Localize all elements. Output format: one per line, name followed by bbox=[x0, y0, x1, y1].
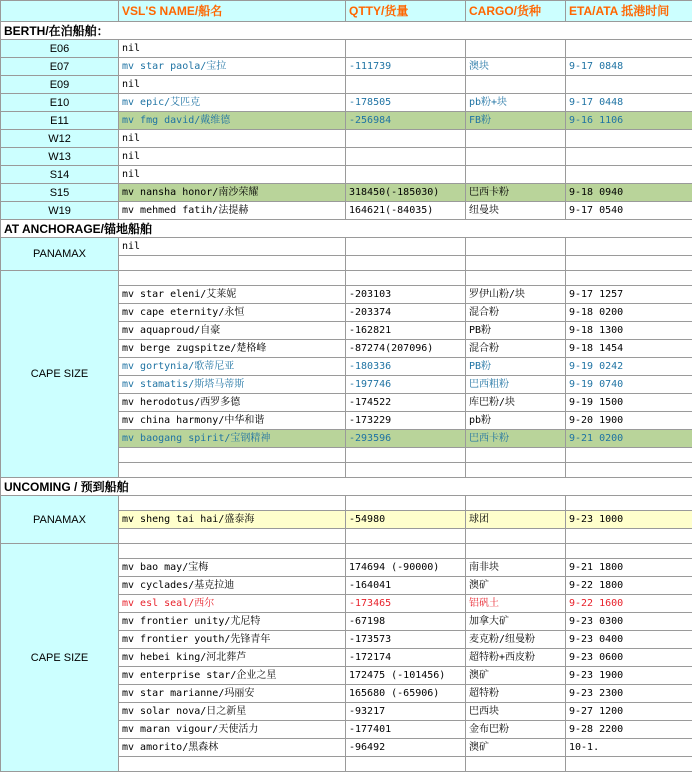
vessel-name-cell: nil bbox=[119, 40, 346, 58]
qtty-cell: -173465 bbox=[346, 595, 466, 613]
vessel-name-cell: mv baogang spirit/宝钢精神 bbox=[119, 430, 346, 448]
table-row bbox=[1, 271, 692, 286]
vessel-name-cell: mv enterprise star/企业之星 bbox=[119, 667, 346, 685]
qtty-cell: -203374 bbox=[346, 304, 466, 322]
cargo-cell: 南非块 bbox=[466, 559, 566, 577]
vessel-name-cell: mv herodotus/西罗多德 bbox=[119, 394, 346, 412]
eta-cell: 9-16 1106 bbox=[566, 112, 692, 130]
eta-cell: 9-18 1300 bbox=[566, 322, 692, 340]
vessel-name-cell: mv frontier youth/先锋青年 bbox=[119, 631, 346, 649]
qtty-cell: -203103 bbox=[346, 286, 466, 304]
section-title-row bbox=[1, 220, 692, 238]
cargo-cell: PB粉 bbox=[466, 358, 566, 376]
vessel-name-cell: mv solar nova/日之新星 bbox=[119, 703, 346, 721]
vessel-name-cell: mv maran vigour/天使活力 bbox=[119, 721, 346, 739]
vessel-name-cell: mv stamatis/斯塔马蒂斯 bbox=[119, 376, 346, 394]
table-row bbox=[1, 496, 692, 511]
eta-cell: 9-17 0848 bbox=[566, 58, 692, 76]
eta-cell: 9-23 2300 bbox=[566, 685, 692, 703]
cargo-cell: 混合粉 bbox=[466, 304, 566, 322]
qtty-cell bbox=[346, 238, 466, 256]
eta-cell bbox=[566, 76, 692, 94]
qtty-cell bbox=[346, 271, 466, 286]
vessel-class-cell: PANAMAX bbox=[1, 496, 119, 544]
vessel-name-cell: nil bbox=[119, 130, 346, 148]
cargo-cell bbox=[466, 76, 566, 94]
eta-cell: 9-27 1200 bbox=[566, 703, 692, 721]
cargo-cell: 澳矿 bbox=[466, 667, 566, 685]
vessel-name-cell: mv hebei king/河北葬芦 bbox=[119, 649, 346, 667]
cargo-cell bbox=[466, 130, 566, 148]
table-row bbox=[1, 184, 692, 202]
vessel-name-cell: mv frontier unity/尤尼特 bbox=[119, 613, 346, 631]
qtty-cell: -178505 bbox=[346, 94, 466, 112]
berth-cell: E09 bbox=[1, 76, 119, 94]
qtty-cell: -197746 bbox=[346, 376, 466, 394]
vessel-name-cell: mv sheng tai hai/盛泰海 bbox=[119, 511, 346, 529]
cargo-cell bbox=[466, 448, 566, 463]
qtty-cell: -54980 bbox=[346, 511, 466, 529]
eta-cell bbox=[566, 148, 692, 166]
cargo-cell bbox=[466, 757, 566, 772]
cargo-cell: 巴西卡粉 bbox=[466, 430, 566, 448]
vessel-name-cell bbox=[119, 448, 346, 463]
qtty-cell bbox=[346, 40, 466, 58]
table-row bbox=[1, 58, 692, 76]
qtty-cell bbox=[346, 448, 466, 463]
qtty-cell: 164621(-84035) bbox=[346, 202, 466, 220]
eta-cell: 9-23 0600 bbox=[566, 649, 692, 667]
vessel-name-cell: mv star paola/宝拉 bbox=[119, 58, 346, 76]
section-title-row bbox=[1, 478, 692, 496]
cargo-cell: 加拿大矿 bbox=[466, 613, 566, 631]
eta-cell: 9-23 0400 bbox=[566, 631, 692, 649]
cargo-cell: 麦克粉/纽曼粉 bbox=[466, 631, 566, 649]
berth-cell: S15 bbox=[1, 184, 119, 202]
header-cell-cargo: CARGO/货种 bbox=[466, 1, 566, 22]
cargo-cell bbox=[466, 256, 566, 271]
cargo-cell bbox=[466, 148, 566, 166]
eta-cell: 9-20 1900 bbox=[566, 412, 692, 430]
eta-cell bbox=[566, 238, 692, 256]
vessel-name-cell bbox=[119, 496, 346, 511]
vessel-name-cell bbox=[119, 757, 346, 772]
vessel-name-cell: mv bao may/宝梅 bbox=[119, 559, 346, 577]
qtty-cell: -180336 bbox=[346, 358, 466, 376]
section-title: BERTH/在泊船舶： bbox=[1, 22, 692, 40]
cargo-cell: 纽曼块 bbox=[466, 202, 566, 220]
vessel-name-cell bbox=[119, 463, 346, 478]
vessel-name-cell bbox=[119, 256, 346, 271]
qtty-cell: -173229 bbox=[346, 412, 466, 430]
cargo-cell: 超特粉 bbox=[466, 685, 566, 703]
table-row bbox=[1, 40, 692, 58]
qtty-cell bbox=[346, 496, 466, 511]
cargo-cell: 混合粉 bbox=[466, 340, 566, 358]
berth-cell: W12 bbox=[1, 130, 119, 148]
eta-cell: 9-17 1257 bbox=[566, 286, 692, 304]
qtty-cell: 318450(-185030) bbox=[346, 184, 466, 202]
vessel-name-cell bbox=[119, 544, 346, 559]
eta-cell: 9-18 0200 bbox=[566, 304, 692, 322]
vessel-name-cell: mv gortynia/歌蒂尼亚 bbox=[119, 358, 346, 376]
vessel-name-cell: mv fmg david/戴维德 bbox=[119, 112, 346, 130]
berth-cell: S14 bbox=[1, 166, 119, 184]
vessel-name-cell: mv esl seal/西尔 bbox=[119, 595, 346, 613]
eta-cell: 9-21 1800 bbox=[566, 559, 692, 577]
cargo-cell bbox=[466, 496, 566, 511]
eta-cell: 9-22 1600 bbox=[566, 595, 692, 613]
eta-cell bbox=[566, 529, 692, 544]
cargo-cell bbox=[466, 40, 566, 58]
eta-cell bbox=[566, 166, 692, 184]
vessel-name-cell: mv aquaproud/自豪 bbox=[119, 322, 346, 340]
cargo-cell: pb粉+块 bbox=[466, 94, 566, 112]
berth-cell: E10 bbox=[1, 94, 119, 112]
cargo-cell: 澳矿 bbox=[466, 739, 566, 757]
vessel-name-cell: mv china harmony/中华和谐 bbox=[119, 412, 346, 430]
vessel-name-cell bbox=[119, 529, 346, 544]
berth-cell: W13 bbox=[1, 148, 119, 166]
eta-cell bbox=[566, 40, 692, 58]
header-cell-corner bbox=[1, 1, 119, 22]
qtty-cell: -174522 bbox=[346, 394, 466, 412]
vessel-name-cell: nil bbox=[119, 166, 346, 184]
eta-cell bbox=[566, 256, 692, 271]
qtty-cell: -172174 bbox=[346, 649, 466, 667]
qtty-cell bbox=[346, 148, 466, 166]
qtty-cell: -177401 bbox=[346, 721, 466, 739]
qtty-cell bbox=[346, 76, 466, 94]
vessel-name-cell: nil bbox=[119, 148, 346, 166]
cargo-cell bbox=[466, 238, 566, 256]
cargo-cell: 金布巴粉 bbox=[466, 721, 566, 739]
table-row bbox=[1, 94, 692, 112]
cargo-cell: 球团 bbox=[466, 511, 566, 529]
eta-cell: 9-22 1800 bbox=[566, 577, 692, 595]
eta-cell bbox=[566, 496, 692, 511]
eta-cell: 9-19 1500 bbox=[566, 394, 692, 412]
qtty-cell: -87274(207096) bbox=[346, 340, 466, 358]
cargo-cell: 罗伊山粉/块 bbox=[466, 286, 566, 304]
table-row bbox=[1, 166, 692, 184]
table-row bbox=[1, 238, 692, 256]
section-title: UNCOMING / 预到船舶 bbox=[1, 478, 692, 496]
qtty-cell bbox=[346, 529, 466, 544]
eta-cell: 9-23 1900 bbox=[566, 667, 692, 685]
qtty-cell: -96492 bbox=[346, 739, 466, 757]
cargo-cell bbox=[466, 529, 566, 544]
cargo-cell: 巴西粗粉 bbox=[466, 376, 566, 394]
eta-cell: 9-17 0448 bbox=[566, 94, 692, 112]
eta-cell: 9-18 1454 bbox=[566, 340, 692, 358]
berth-cell: E06 bbox=[1, 40, 119, 58]
header-cell-eta: ETA/ATA 抵港时间 bbox=[566, 1, 692, 22]
eta-cell bbox=[566, 271, 692, 286]
section-title: AT ANCHORAGE/锚地船舶 bbox=[1, 220, 692, 238]
qtty-cell bbox=[346, 463, 466, 478]
qtty-cell bbox=[346, 130, 466, 148]
qtty-cell: 172475 (-101456) bbox=[346, 667, 466, 685]
cargo-cell: 巴西块 bbox=[466, 703, 566, 721]
table-row bbox=[1, 148, 692, 166]
cargo-cell: 巴西卡粉 bbox=[466, 184, 566, 202]
vessel-name-cell: nil bbox=[119, 76, 346, 94]
section-title-row bbox=[1, 22, 692, 40]
vessel-name-cell: mv cyclades/基克拉迪 bbox=[119, 577, 346, 595]
vessel-name-cell: mv star marianne/玛丽安 bbox=[119, 685, 346, 703]
qtty-cell bbox=[346, 166, 466, 184]
cargo-cell: PB粉 bbox=[466, 322, 566, 340]
qtty-cell: -164041 bbox=[346, 577, 466, 595]
cargo-cell: 澳块 bbox=[466, 58, 566, 76]
cargo-cell bbox=[466, 271, 566, 286]
vessel-name-cell: mv berge zugspitze/楚格峰 bbox=[119, 340, 346, 358]
cargo-cell: FB粉 bbox=[466, 112, 566, 130]
vessel-name-cell: mv epic/艾匹克 bbox=[119, 94, 346, 112]
header-cell-vessel: VSL'S NAME/船名 bbox=[119, 1, 346, 22]
vessel-name-cell: mv nansha honor/南沙荣耀 bbox=[119, 184, 346, 202]
eta-cell: 9-18 0940 bbox=[566, 184, 692, 202]
qtty-cell bbox=[346, 544, 466, 559]
vessel-name-cell bbox=[119, 271, 346, 286]
header-row bbox=[1, 1, 692, 22]
qtty-cell bbox=[346, 757, 466, 772]
table-row bbox=[1, 76, 692, 94]
eta-cell: 9-21 0200 bbox=[566, 430, 692, 448]
eta-cell: 9-19 0242 bbox=[566, 358, 692, 376]
berth-cell: E11 bbox=[1, 112, 119, 130]
eta-cell bbox=[566, 463, 692, 478]
eta-cell bbox=[566, 544, 692, 559]
vessel-class-cell: CAPE SIZE bbox=[1, 271, 119, 478]
cargo-cell: 库巴粉/块 bbox=[466, 394, 566, 412]
cargo-cell: 澳矿 bbox=[466, 577, 566, 595]
cargo-cell bbox=[466, 544, 566, 559]
qtty-cell: 174694 (-90000) bbox=[346, 559, 466, 577]
qtty-cell: -293596 bbox=[346, 430, 466, 448]
table-row bbox=[1, 130, 692, 148]
cargo-cell bbox=[466, 463, 566, 478]
eta-cell: 10-1. bbox=[566, 739, 692, 757]
qtty-cell bbox=[346, 256, 466, 271]
berth-cell: E07 bbox=[1, 58, 119, 76]
header-cell-qtty: QTTY/货量 bbox=[346, 1, 466, 22]
qtty-cell: 165680 (-65906) bbox=[346, 685, 466, 703]
qtty-cell: -67198 bbox=[346, 613, 466, 631]
vessel-name-cell: mv cape eternity/永恒 bbox=[119, 304, 346, 322]
cargo-cell: pb粉 bbox=[466, 412, 566, 430]
vessel-name-cell: nil bbox=[119, 238, 346, 256]
eta-cell bbox=[566, 757, 692, 772]
vessel-class-cell: PANAMAX bbox=[1, 238, 119, 271]
cargo-cell: 超特粉+西皮粉 bbox=[466, 649, 566, 667]
table-row bbox=[1, 544, 692, 559]
eta-cell: 9-19 0740 bbox=[566, 376, 692, 394]
eta-cell: 9-23 1000 bbox=[566, 511, 692, 529]
table-row bbox=[1, 112, 692, 130]
eta-cell bbox=[566, 448, 692, 463]
qtty-cell: -111739 bbox=[346, 58, 466, 76]
cargo-cell bbox=[466, 166, 566, 184]
eta-cell: 9-23 0300 bbox=[566, 613, 692, 631]
eta-cell bbox=[566, 130, 692, 148]
eta-cell: 9-17 0540 bbox=[566, 202, 692, 220]
qtty-cell: -93217 bbox=[346, 703, 466, 721]
qtty-cell: -256984 bbox=[346, 112, 466, 130]
table-row bbox=[1, 202, 692, 220]
qtty-cell: -162821 bbox=[346, 322, 466, 340]
cargo-cell: 铝矾土 bbox=[466, 595, 566, 613]
vessel-name-cell: mv amorito/黑森林 bbox=[119, 739, 346, 757]
berth-cell: W19 bbox=[1, 202, 119, 220]
vessel-class-cell: CAPE SIZE bbox=[1, 544, 119, 772]
vessel-name-cell: mv star eleni/艾莱妮 bbox=[119, 286, 346, 304]
eta-cell: 9-28 2200 bbox=[566, 721, 692, 739]
qtty-cell: -173573 bbox=[346, 631, 466, 649]
vessel-name-cell: mv mehmed fatih/法提赫 bbox=[119, 202, 346, 220]
